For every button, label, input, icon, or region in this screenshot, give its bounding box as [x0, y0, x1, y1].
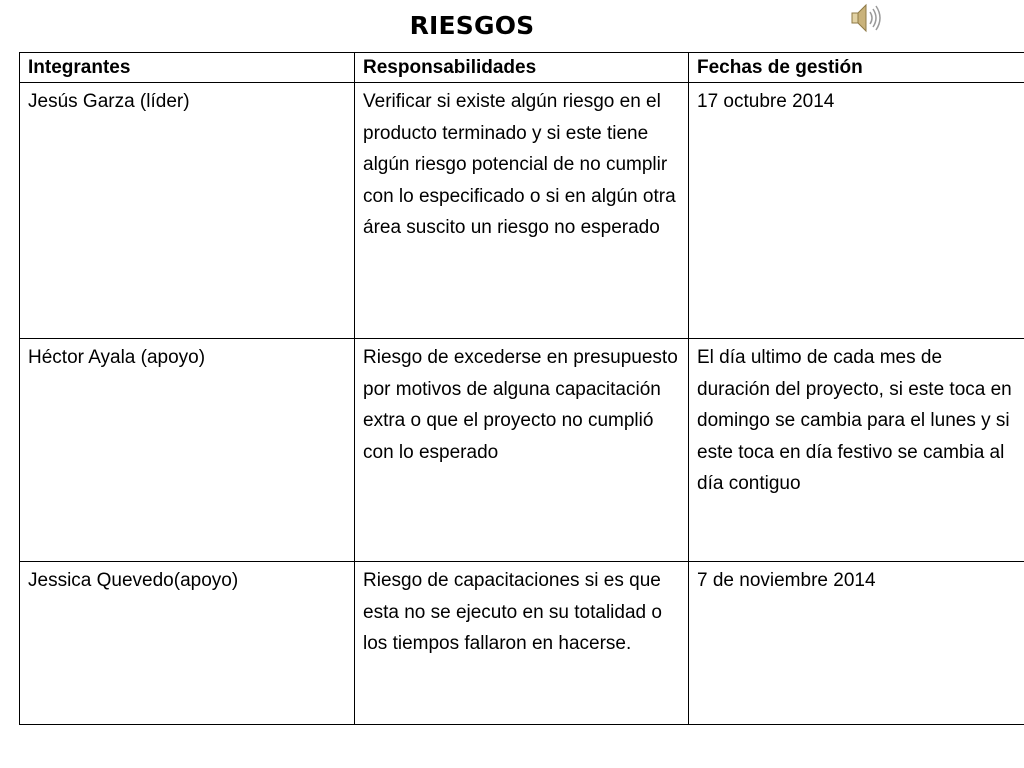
cell-responsabilidad: Riesgo de capacitaciones si es que esta no se ejecuto en su totalidad o los tiempos fallaron en hacerse.	[355, 562, 689, 725]
slide-title: RIESGOS	[409, 11, 535, 40]
cell-integrante: Jessica Quevedo(apoyo)	[20, 562, 355, 725]
risk-table	[19, 52, 1024, 725]
cell-responsabilidad: Riesgo de excederse en presupuesto por motivos de alguna capacitación extra o que el proyecto no cumplió con lo esperado	[355, 339, 689, 562]
cell-fecha: 17 octubre 2014	[689, 83, 1024, 339]
header-fechas: Fechas de gestión	[689, 53, 1024, 83]
cell-integrante: Jesús Garza (líder)	[20, 83, 355, 339]
table-header-row	[20, 53, 1024, 83]
cell-integrante: Héctor Ayala (apoyo)	[20, 339, 355, 562]
table-row	[20, 562, 1024, 725]
header-integrantes: Integrantes	[20, 53, 355, 83]
cell-fecha: El día ultimo de cada mes de duración del proyecto, si este toca en domingo se cambia para el lunes y si este toca en día festivo se cambia al día contiguo	[689, 339, 1024, 562]
table-row	[20, 339, 1024, 562]
speaker-icon[interactable]	[848, 0, 886, 36]
cell-fecha: 7 de noviembre 2014	[689, 562, 1024, 725]
cell-responsabilidad: Verificar si existe algún riesgo en el producto terminado y si este tiene algún riesgo potencial de no cumplir con lo especificado o si en algún otra área suscito un riesgo no esperado	[355, 83, 689, 339]
header-responsabilidades: Responsabilidades	[355, 53, 689, 83]
table-row	[20, 83, 1024, 339]
